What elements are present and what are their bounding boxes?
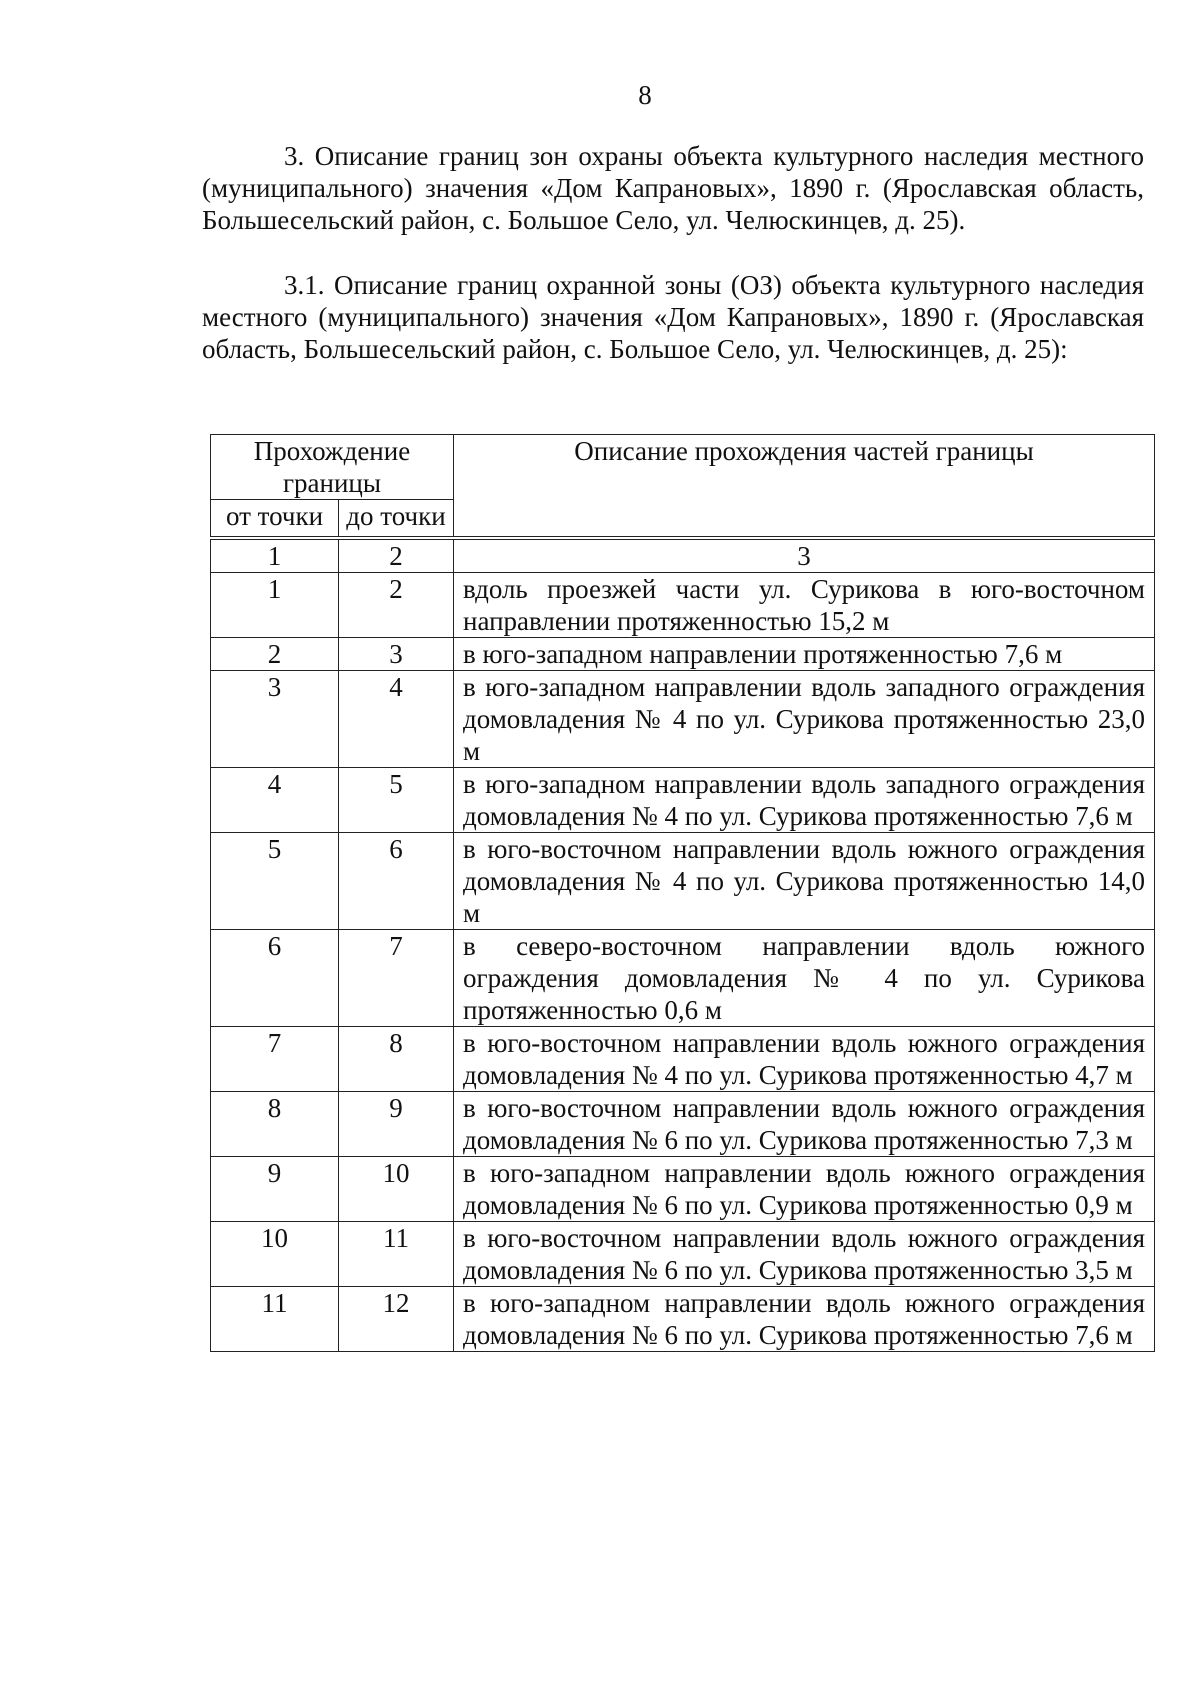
row-description: в юго-западном направлении вдоль южного ограждения домовладения № 6 по ул. Сурикова протяженностью 0,9 м bbox=[454, 1157, 1155, 1222]
row-to-point: 2 bbox=[339, 573, 454, 638]
table-row bbox=[211, 1027, 1155, 1092]
column-number-3: 3 bbox=[454, 538, 1155, 573]
row-from-point: 2 bbox=[211, 638, 339, 671]
column-number-2: 2 bbox=[339, 538, 454, 573]
table-row bbox=[211, 1222, 1155, 1287]
row-description: в юго-восточном направлении вдоль южного ограждения домовладения № 4 по ул. Сурикова протяженностью 14,0 м bbox=[454, 833, 1155, 930]
row-from-point: 7 bbox=[211, 1027, 339, 1092]
row-description: в юго-восточном направлении вдоль южного ограждения домовладения № 6 по ул. Сурикова протяженностью 3,5 м bbox=[454, 1222, 1155, 1287]
row-from-point: 6 bbox=[211, 930, 339, 1027]
row-description: в юго-западном направлении вдоль южного ограждения домовладения № 6 по ул. Сурикова протяженностью 7,6 м bbox=[454, 1287, 1155, 1352]
row-to-point: 12 bbox=[339, 1287, 454, 1352]
boundary-table bbox=[210, 434, 1155, 1352]
row-from-point: 3 bbox=[211, 671, 339, 768]
header-to-point: до точки bbox=[339, 500, 454, 539]
section-3-paragraph bbox=[202, 140, 1144, 236]
row-from-point: 8 bbox=[211, 1092, 339, 1157]
row-to-point: 5 bbox=[339, 768, 454, 833]
table-row bbox=[211, 930, 1155, 1027]
row-description: в северо-восточном направлении вдоль южного ограждения домовладения № 4 по ул. Сурикова протяженностью 0,6 м bbox=[454, 930, 1155, 1027]
row-from-point: 5 bbox=[211, 833, 339, 930]
section-3-1-paragraph bbox=[202, 269, 1144, 365]
section-3-text: 3. Описание границ зон охраны объекта культурного наследия местного (муниципального) значения «Дом Капрановых», 1890 г. (Ярославская область, Большесельский район, с. Большое Село, ул. Челюскинцев, д. 25). bbox=[202, 141, 1144, 235]
row-description: вдоль проезжей части ул. Сурикова в юго-восточном направлении протяженностью 15,2 м bbox=[454, 573, 1155, 638]
table-row bbox=[211, 1092, 1155, 1157]
table-row bbox=[211, 1287, 1155, 1352]
header-passage: Прохождение границы bbox=[211, 435, 454, 500]
table-row bbox=[211, 768, 1155, 833]
row-description: в юго-западном направлении протяженностью 7,6 м bbox=[454, 638, 1155, 671]
row-from-point: 1 bbox=[211, 573, 339, 638]
row-description: в юго-восточном направлении вдоль южного ограждения домовладения № 6 по ул. Сурикова протяженностью 7,3 м bbox=[454, 1092, 1155, 1157]
row-from-point: 11 bbox=[211, 1287, 339, 1352]
row-to-point: 8 bbox=[339, 1027, 454, 1092]
row-to-point: 11 bbox=[339, 1222, 454, 1287]
page-number: 8 bbox=[638, 80, 652, 110]
table-row bbox=[211, 833, 1155, 930]
table-row bbox=[211, 573, 1155, 638]
row-from-point: 9 bbox=[211, 1157, 339, 1222]
row-to-point: 7 bbox=[339, 930, 454, 1027]
row-to-point: 9 bbox=[339, 1092, 454, 1157]
table-row bbox=[211, 671, 1155, 768]
header-description: Описание прохождения частей границы bbox=[454, 435, 1155, 539]
section-3-1-text: 3.1. Описание границ охранной зоны (ОЗ) объекта культурного наследия местного (муниципального) значения «Дом Капрановых», 1890 г. (Ярославская область, Большесельский район, с. Большое Село, ул. Челюскинцев, д. 25): bbox=[202, 270, 1144, 364]
table-header bbox=[211, 435, 1155, 573]
column-number-1: 1 bbox=[211, 538, 339, 573]
row-description: в юго-западном направлении вдоль западного ограждения домовладения № 4 по ул. Сурикова протяженностью 7,6 м bbox=[454, 768, 1155, 833]
row-from-point: 4 bbox=[211, 768, 339, 833]
table-body bbox=[211, 573, 1155, 1352]
row-to-point: 3 bbox=[339, 638, 454, 671]
row-to-point: 10 bbox=[339, 1157, 454, 1222]
row-from-point: 10 bbox=[211, 1222, 339, 1287]
table-row bbox=[211, 1157, 1155, 1222]
row-description: в юго-западном направлении вдоль западного ограждения домовладения № 4 по ул. Сурикова протяженностью 23,0 м bbox=[454, 671, 1155, 768]
header-from-point: от точки bbox=[211, 500, 339, 539]
row-to-point: 6 bbox=[339, 833, 454, 930]
row-description: в юго-восточном направлении вдоль южного ограждения домовладения № 4 по ул. Сурикова протяженностью 4,7 м bbox=[454, 1027, 1155, 1092]
row-to-point: 4 bbox=[339, 671, 454, 768]
table-row bbox=[211, 638, 1155, 671]
